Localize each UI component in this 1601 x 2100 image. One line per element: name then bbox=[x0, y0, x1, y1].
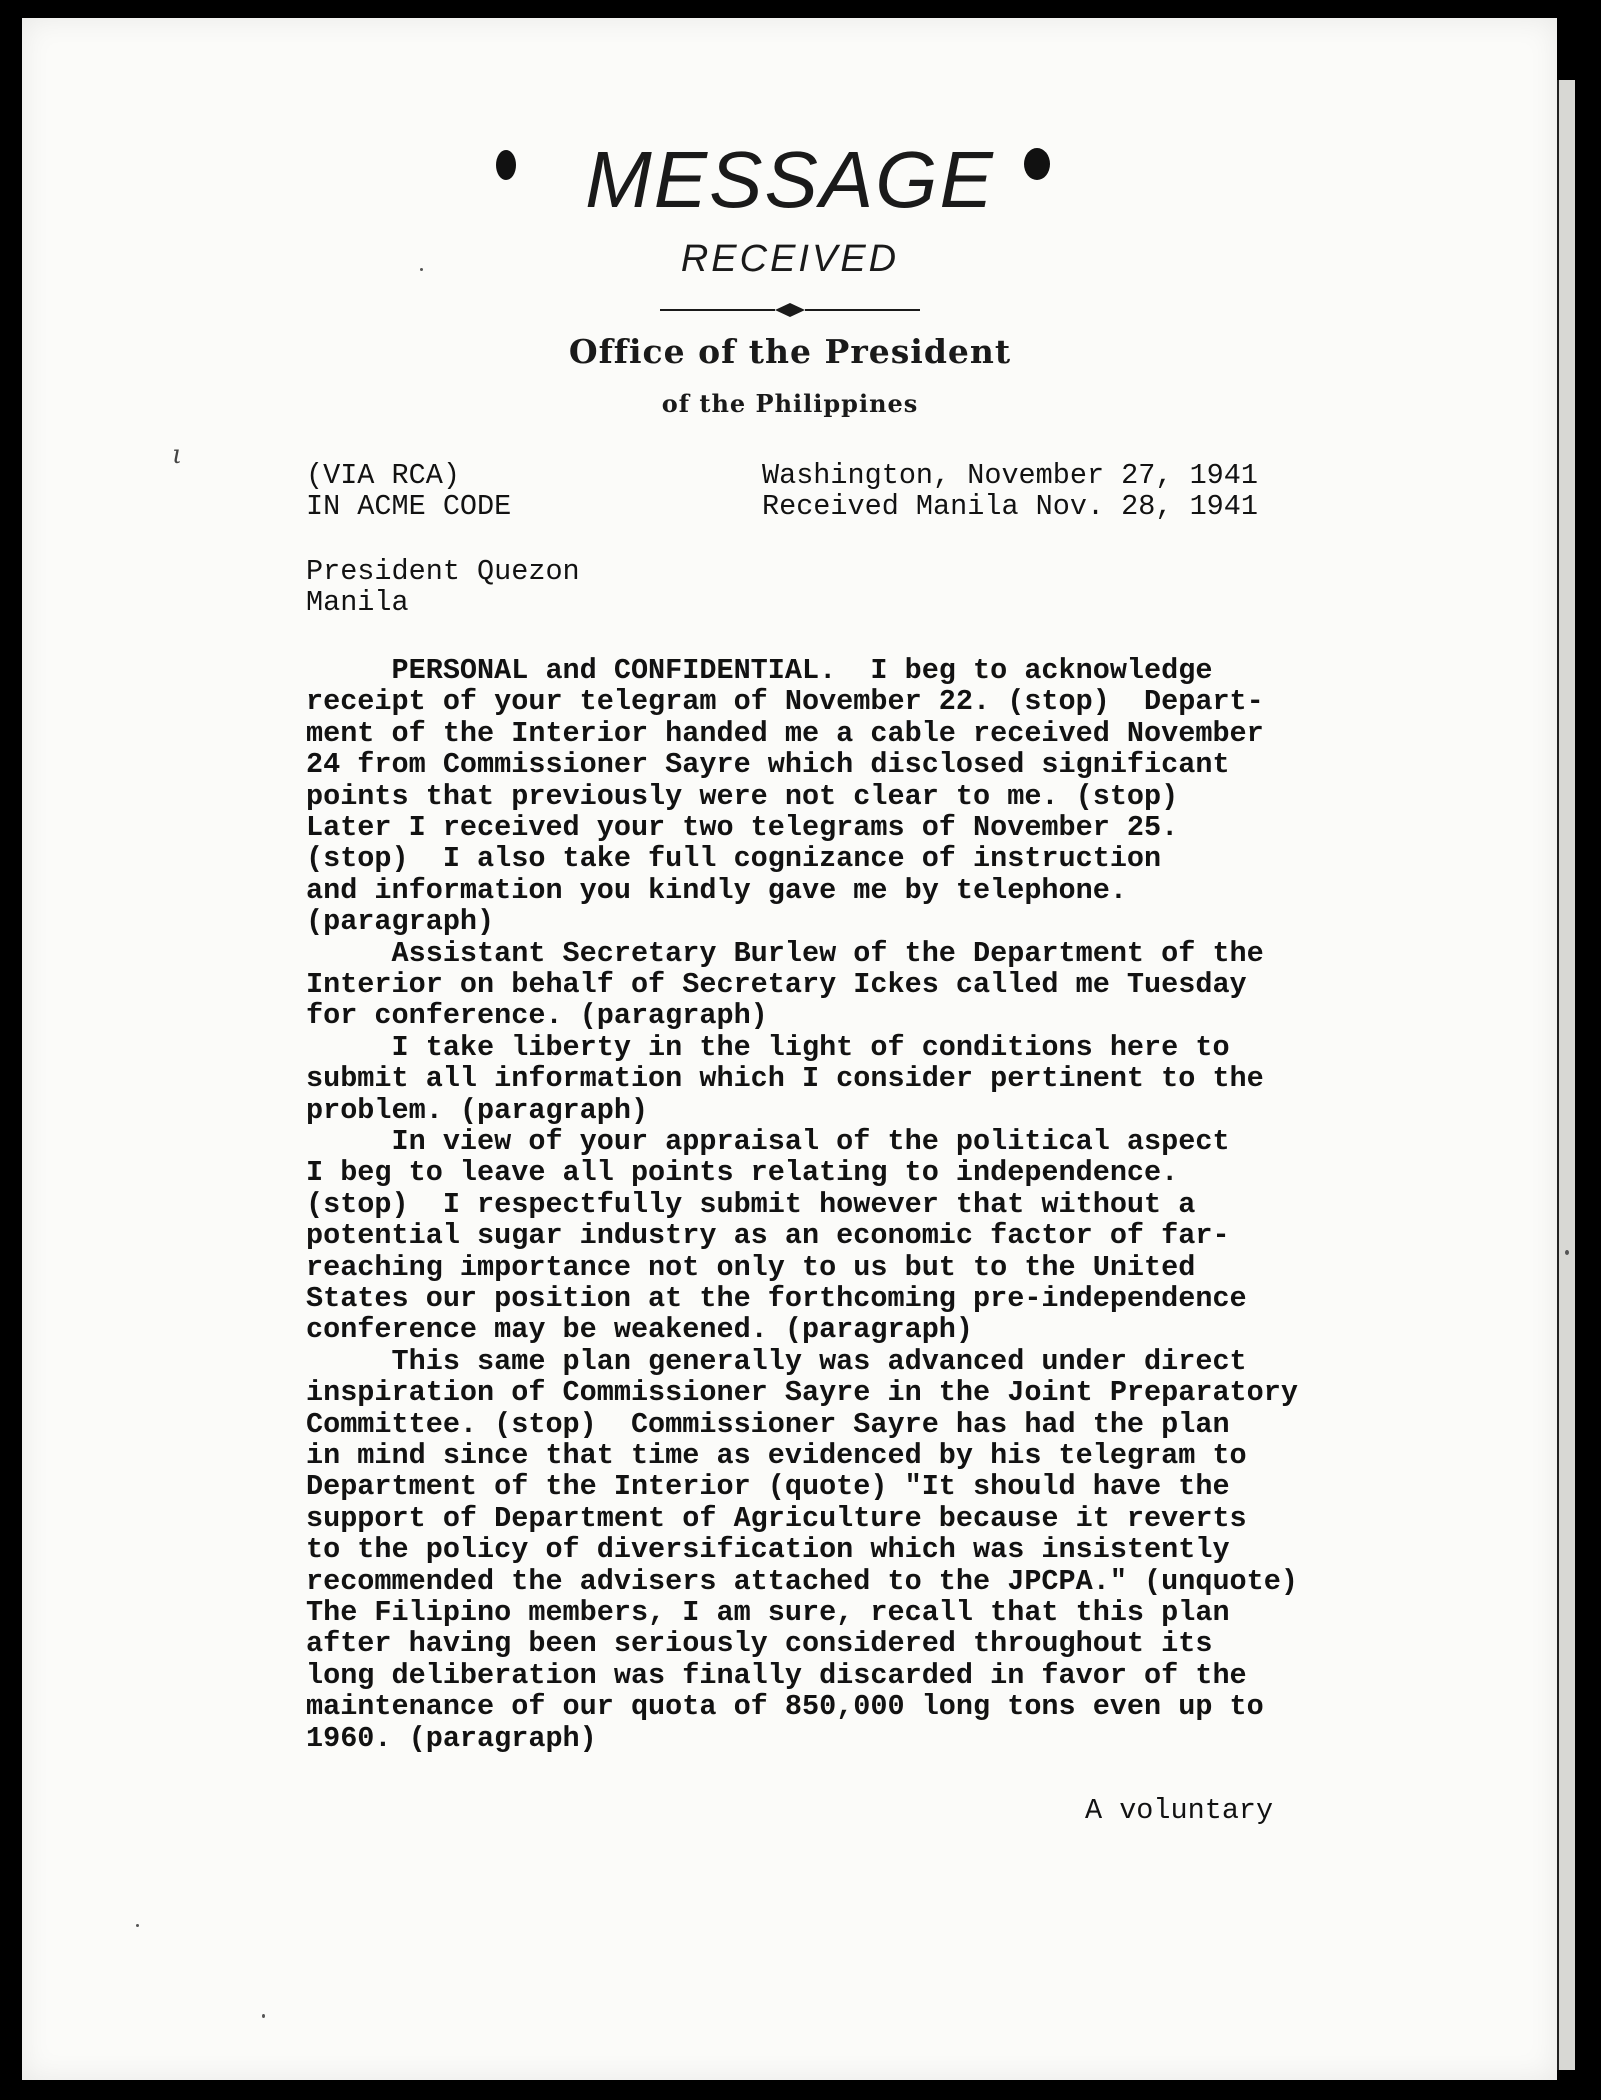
body-line: Committee. (stop) Commissioner Sayre has had the plan bbox=[306, 1407, 1230, 1441]
message-title: MESSAGE bbox=[585, 135, 995, 224]
body-line: States our position at the forthcoming pre-independence bbox=[306, 1282, 1247, 1315]
page-edge bbox=[1557, 80, 1575, 2070]
body-line: for conference. (paragraph) bbox=[306, 999, 768, 1033]
body-line: and information you kindly gave me by telephone. bbox=[306, 873, 1127, 907]
body-line: potential sugar industry as an economic factor of far- bbox=[306, 1219, 1230, 1253]
body-line: points that previously were not clear to me. (stop) bbox=[306, 779, 1179, 813]
body-line: inspiration of Commissioner Sayre in the Joint Preparatory bbox=[306, 1376, 1298, 1410]
body-line: I beg to leave all points relating to independence. bbox=[306, 1156, 1179, 1190]
body-line: after having been seriously considered throughout its bbox=[306, 1627, 1213, 1661]
body-line: PERSONAL and CONFIDENTIAL. I beg to acknowledge bbox=[306, 654, 1213, 687]
sent-line: Washington, November 27, 1941 bbox=[762, 459, 1258, 492]
speck bbox=[1565, 1250, 1569, 1255]
body-line: long deliberation was finally discarded in favor of the bbox=[306, 1658, 1247, 1692]
body-line: reaching importance not only to us but to the United bbox=[306, 1250, 1196, 1284]
body-line: (paragraph) bbox=[306, 905, 495, 939]
speck bbox=[262, 2014, 265, 2018]
ornament-divider bbox=[660, 300, 920, 320]
continuation-text: A voluntary bbox=[1085, 1794, 1274, 1827]
body-line: This same plan generally was advanced under direct bbox=[306, 1344, 1247, 1378]
body-line: (stop) I respectfully submit however that without a bbox=[306, 1187, 1196, 1221]
body-line: ment of the Interior handed me a cable received November bbox=[306, 716, 1264, 750]
speck bbox=[420, 268, 423, 271]
body-line: The Filipino members, I am sure, recall that this plan bbox=[306, 1596, 1230, 1629]
body-line: I take liberty in the light of conditions here to bbox=[306, 1030, 1230, 1064]
body-line: receipt of your telegram of November 22. (stop) Depart- bbox=[306, 685, 1264, 719]
code-line: IN ACME CODE bbox=[306, 490, 512, 523]
body-line: conference may be weakened. (paragraph) bbox=[306, 1313, 974, 1347]
body-line: In view of your appraisal of the political aspect bbox=[306, 1125, 1230, 1158]
body-line: support of Department of Agriculture because it reverts bbox=[306, 1501, 1247, 1535]
office-subheading: of the Philippines bbox=[661, 389, 919, 418]
body-line: 24 from Commissioner Sayre which disclosed significant bbox=[306, 748, 1230, 782]
body-line: in mind since that time as evidenced by his telegram to bbox=[306, 1439, 1247, 1472]
received-subtitle: RECEIVED bbox=[680, 238, 900, 280]
body-line: (stop) I also take full cognizance of instruction bbox=[306, 842, 1162, 876]
body-line: 1960. (paragraph) bbox=[306, 1721, 597, 1755]
margin-mark: ι bbox=[172, 440, 183, 470]
body-line: Assistant Secretary Burlew of the Department of the bbox=[306, 936, 1264, 970]
body-line: Later I received your two telegrams of November 25. bbox=[306, 811, 1179, 844]
body-line: recommended the advisers attached to the JPCPA." (unquote) bbox=[306, 1564, 1298, 1598]
body-line: Department of the Interior (quote) "It should have the bbox=[306, 1470, 1230, 1504]
body-line: maintenance of our quota of 850,000 long tons even up to bbox=[306, 1690, 1264, 1724]
body-line: Interior on behalf of Secretary Ickes called me Tuesday bbox=[306, 968, 1247, 1001]
addressee-name: President Quezon bbox=[306, 555, 580, 588]
body-line: submit all information which I consider pertinent to the bbox=[306, 1062, 1264, 1096]
received-line: Received Manila Nov. 28, 1941 bbox=[762, 490, 1258, 523]
body-line: to the policy of diversification which was insistently bbox=[306, 1533, 1230, 1567]
office-heading: Office of the President bbox=[568, 332, 1012, 371]
speck bbox=[136, 1924, 139, 1927]
body-line: problem. (paragraph) bbox=[306, 1093, 649, 1127]
addressee-city: Manila bbox=[306, 586, 409, 619]
via-line: (VIA RCA) bbox=[306, 459, 460, 492]
